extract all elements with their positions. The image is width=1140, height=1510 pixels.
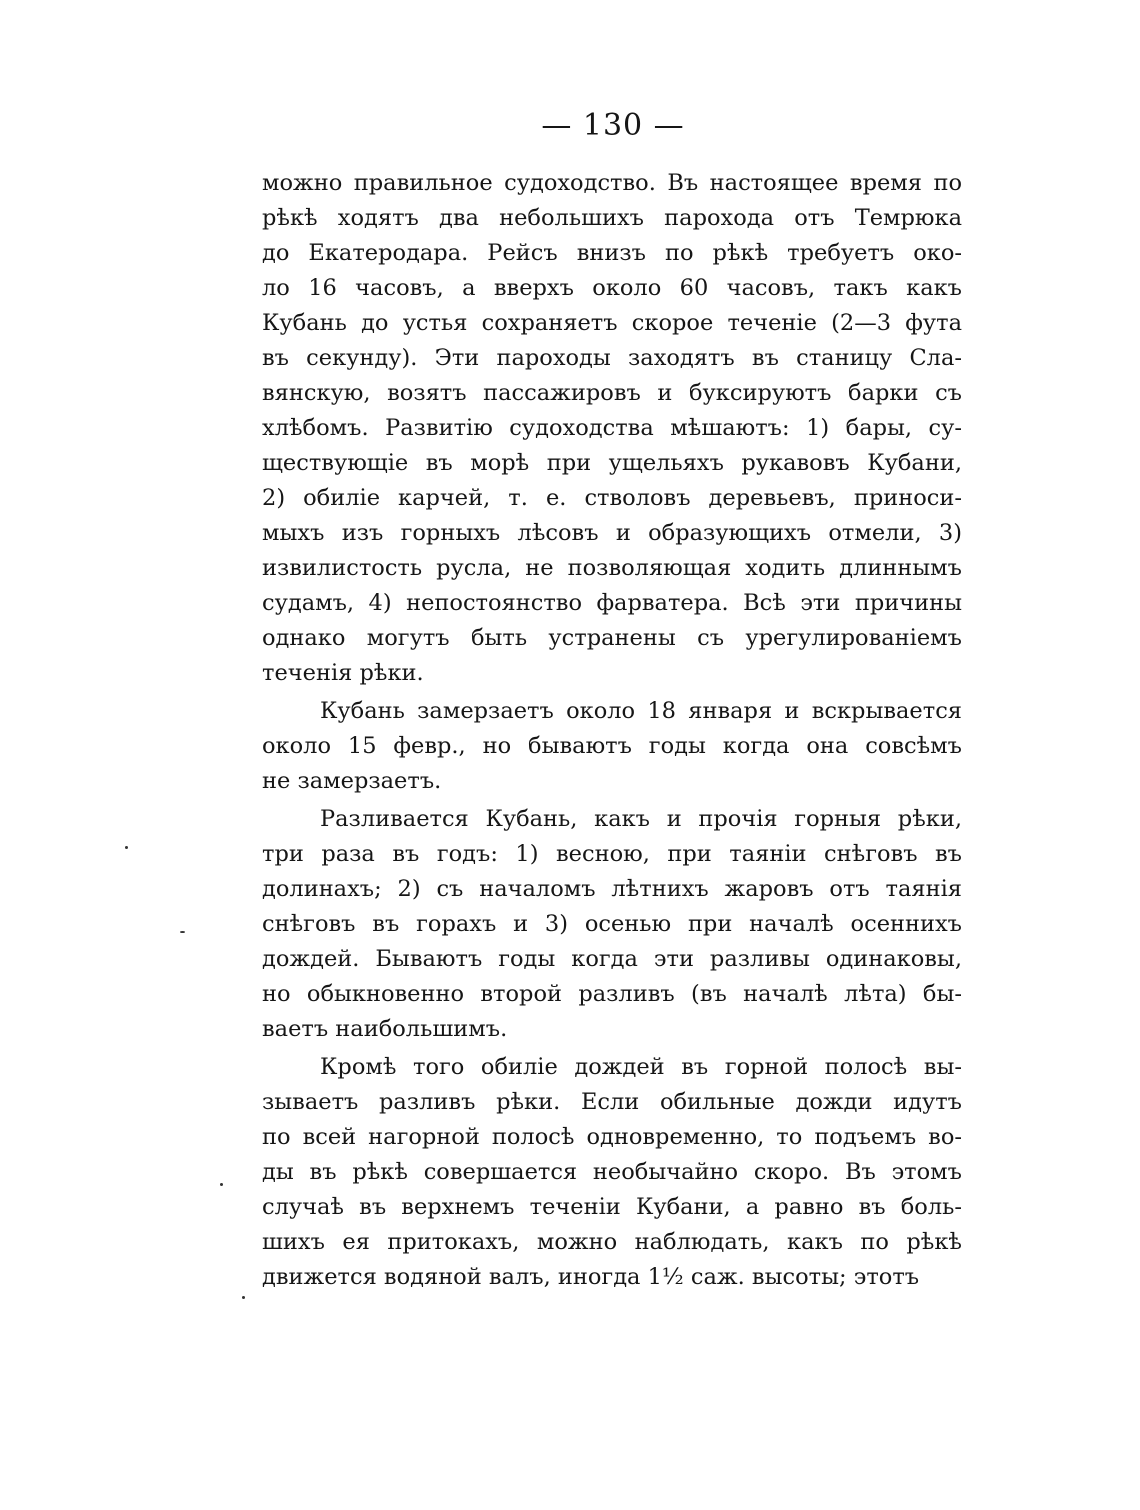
text-line: дождей. Бываютъ годы когда эти разливы одинаковы, bbox=[262, 946, 962, 972]
text-line: 2) обиліе карчей, т. е. стволовъ деревьевъ, приноси- bbox=[262, 485, 962, 511]
text-line: теченія рѣки. bbox=[262, 660, 424, 686]
text-line: три раза въ годъ: 1) весною, при таяніи снѣговъ въ bbox=[262, 841, 962, 867]
paragraph bbox=[262, 166, 962, 691]
text-line: Кубань замерзаетъ около 18 января и вскрывается bbox=[320, 698, 962, 724]
text-line: вянскую, возятъ пассажировъ и буксируютъ барки съ bbox=[262, 380, 962, 406]
body-text bbox=[262, 166, 962, 1298]
text-line: можно правильное судоходство. Въ настоящее время по bbox=[262, 170, 962, 196]
text-line: ществующіе въ морѣ при ущельяхъ рукавовъ Кубани, bbox=[262, 450, 962, 476]
text-line: шихъ ея притокахъ, можно наблюдать, какъ по рѣкѣ bbox=[262, 1229, 962, 1255]
text-line: мыхъ изъ горныхъ лѣсовъ и образующихъ отмели, 3) bbox=[262, 520, 962, 546]
scan-speck bbox=[220, 1183, 223, 1186]
text-line: судамъ, 4) непостоянство фарватера. Всѣ эти причины bbox=[262, 590, 962, 616]
text-line: зываетъ разливъ рѣки. Если обильные дожди идутъ bbox=[262, 1089, 962, 1115]
page-number: — 130 — bbox=[541, 108, 685, 143]
scan-speck bbox=[125, 846, 128, 849]
text-line: ваетъ наибольшимъ. bbox=[262, 1016, 508, 1042]
paragraph bbox=[262, 694, 962, 799]
text-line: движется водяной валъ, иногда 1½ саж. высоты; этотъ bbox=[262, 1264, 920, 1290]
paragraph bbox=[262, 802, 962, 1047]
text-line: около 15 февр., но бываютъ годы когда она совсѣмъ bbox=[262, 733, 962, 759]
text-line: долинахъ; 2) съ началомъ лѣтнихъ жаровъ отъ таянія bbox=[262, 876, 962, 902]
text-line: по всей нагорной полосѣ одновременно, то подъемъ во- bbox=[262, 1124, 962, 1150]
text-line: Кубань до устья сохраняетъ скорое теченіе (2—3 фута bbox=[262, 310, 962, 336]
text-line: рѣкѣ ходятъ два небольшихъ парохода отъ Темрюка bbox=[262, 205, 962, 231]
scan-speck bbox=[242, 1296, 245, 1299]
text-line: Разливается Кубань, какъ и прочія горныя рѣки, bbox=[320, 806, 962, 832]
text-line: но обыкновенно второй разливъ (въ началѣ лѣта) бы- bbox=[262, 981, 962, 1007]
text-line: хлѣбомъ. Развитію судоходства мѣшаютъ: 1) бары, су- bbox=[262, 415, 962, 441]
text-line: однако могутъ быть устранены съ урегулированіемъ bbox=[262, 625, 962, 651]
text-line: извилистость русла, не позволяющая ходить длиннымъ bbox=[262, 555, 962, 581]
text-line: до Екатеродара. Рейсъ внизъ по рѣкѣ требуетъ око- bbox=[262, 240, 962, 266]
text-line: ды въ рѣкѣ совершается необычайно скоро. Въ этомъ bbox=[262, 1159, 962, 1185]
text-line: въ секунду). Эти пароходы заходятъ въ станицу Сла- bbox=[262, 345, 962, 371]
paragraph bbox=[262, 1050, 962, 1295]
text-line: Кромѣ того обиліе дождей въ горной полосѣ вы- bbox=[320, 1054, 962, 1080]
text-line: снѣговъ въ горахъ и 3) осенью при началѣ осеннихъ bbox=[262, 911, 962, 937]
text-line: ло 16 часовъ, а вверхъ около 60 часовъ, такъ какъ bbox=[262, 275, 962, 301]
text-line: не замерзаетъ. bbox=[262, 768, 442, 794]
scan-speck bbox=[180, 931, 185, 933]
text-line: случаѣ въ верхнемъ теченіи Кубани, а равно въ боль- bbox=[262, 1194, 962, 1220]
